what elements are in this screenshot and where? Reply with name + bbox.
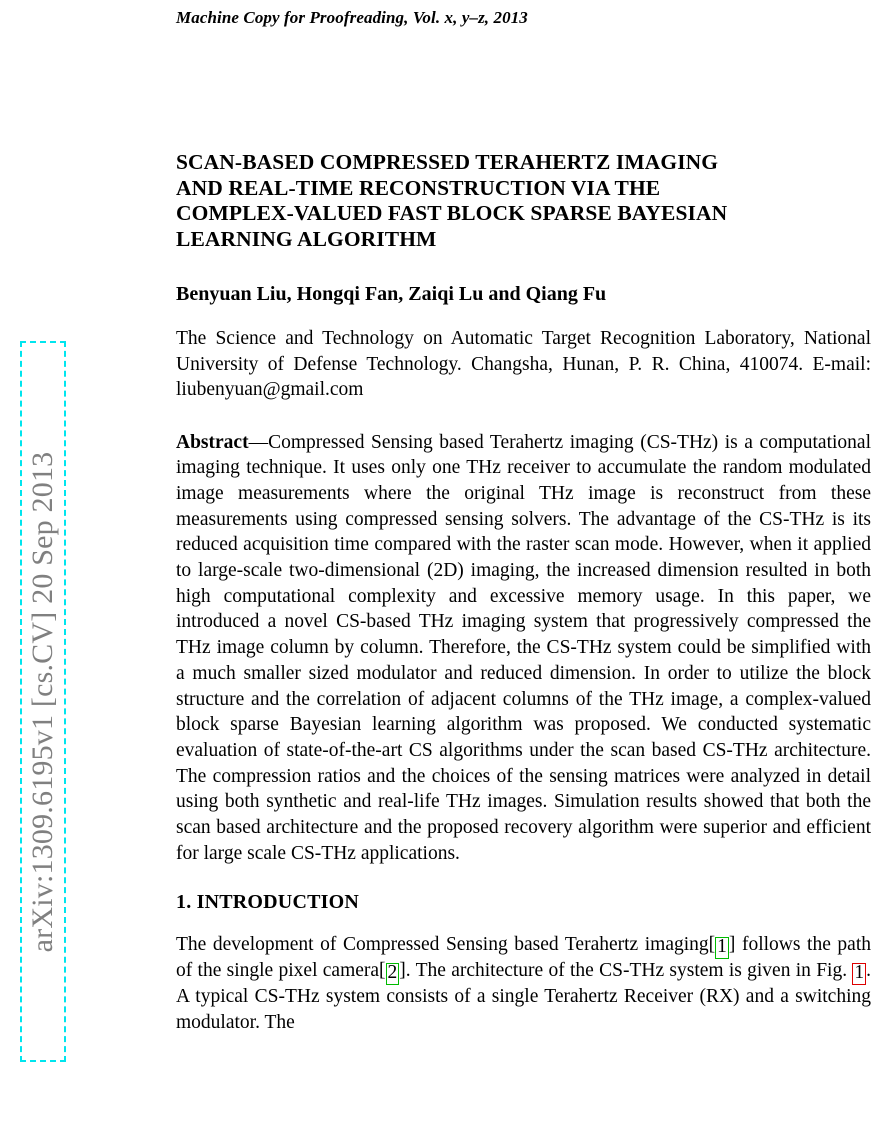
page-content [176,0,871,1131]
citation-link-2-label: 2 [387,962,398,984]
running-head: Machine Copy for Proofreading, Vol. x, y–z, 2013 [176,8,528,27]
abstract-block [176,430,871,867]
arxiv-stamp-text: arXiv:1309.6195v1 [cs.CV] 20 Sep 2013 [26,451,59,952]
abstract-label: Abstract [176,431,249,453]
citation-link-2[interactable] [386,963,400,985]
intro-text-part-3: ]. The architecture of the CS-THz system is given in Fig. [399,960,853,982]
intro-text-part-2: ] follows the path of the single pixel camera[ [176,934,872,982]
section-heading-introduction: 1. INTRODUCTION [176,891,360,914]
page-title [176,150,871,252]
arxiv-stamp [20,341,66,1062]
title-line-3: COMPLEX-VALUED FAST BLOCK SPARSE BAYESIAN [176,201,728,225]
author-list: Benyuan Liu, Hongqi Fan, Zaiqi Lu and Qiang Fu [176,283,607,305]
intro-text-part-4: . A typical CS-THz system consists of a single Terahertz Receiver (RX) and a switching modulator. The [176,960,871,1033]
figure-reference-link-1-label: 1 [854,962,865,984]
introduction-paragraph [176,932,871,1035]
abstract-body: Compressed Sensing based Terahertz imaging (CS-THz) is a computational imaging technique. It uses only one THz receiver to accumulate the random modulated image measurements where the original THz image is reconstruct from these measurements using compressed sensing solvers. The advantage of the CS-THz is its reduced acquisition time compared with the raster scan mode. However, when it applied to large-scale two-dimensional (2D) imaging, the increased dimension resulted in both high computational complexity and excessive memory usage. In this paper, we introduced a novel CS-based THz imaging system that progressively compressed the THz image column by column. Therefore, the CS-THz system could be simplified with a much smaller sized modulator and reduced dimension. In order to utilize the block structure and the correlation of adjacent columns of the THz image, a complex-valued block sparse Bayesian learning algorithm was proposed. We conducted systematic evaluation of state-of-the-art CS algorithms under the scan based CS-THz architecture. The compression ratios and the choices of the sensing matrices were analyzed in detail using both synthetic and real-life THz images. Simulation results showed that both the scan based architecture and the proposed recovery algorithm were superior and efficient for large scale CS-THz applications. [176,431,871,864]
affiliation-block: The Science and Technology on Automatic Target Recognition Laboratory, National University of Defense Technology. Changsha, Hunan, P. R. China, 410074. E-mail: liubenyuan@gmail.com [176,328,871,400]
abstract-dash: — [248,431,269,453]
intro-text-part-1: The development of Compressed Sensing based Terahertz imaging[ [176,934,716,956]
citation-link-1-label: 1 [717,936,727,958]
citation-link-1[interactable] [715,937,729,959]
title-line-2: AND REAL-TIME RECONSTRUCTION VIA THE [176,175,661,200]
figure-reference-link-1[interactable] [852,963,866,985]
title-line-4: LEARNING ALGORITHM [176,226,437,251]
title-line-1: SCAN-BASED COMPRESSED TERAHERTZ IMAGING [176,150,719,174]
